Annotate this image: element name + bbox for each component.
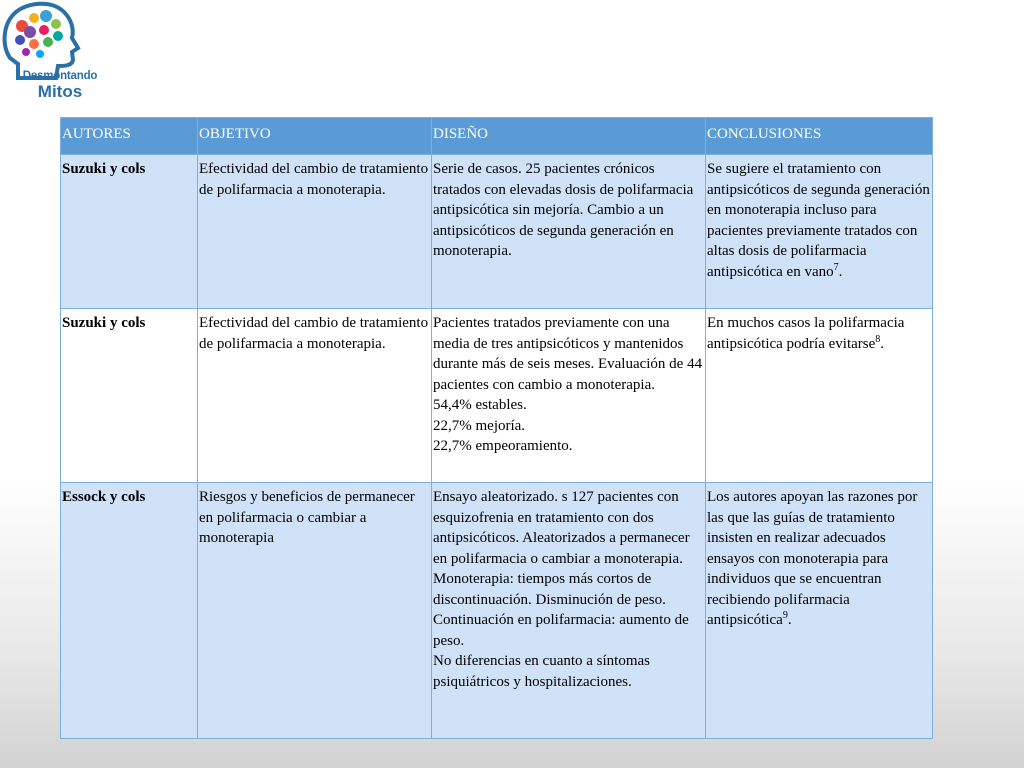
conclusion-end: . xyxy=(880,335,885,352)
conclusion-text: Se sugiere el tratamiento con antipsicóticos de segunda generación en monoterapia incluso para pacientes previamente tratados con altas dosis de polifarmacia antipsicótica en vano xyxy=(707,161,930,280)
diseno-line: 22,7% empeoramiento. xyxy=(433,438,573,454)
reference-number: 9 xyxy=(782,610,788,621)
diseno-line: Pacientes tratados previamente con una media de tres antipsicóticos y mantenidos durante más de seis meses. Evaluación de 44 pacientes con cambio a monoterapia. xyxy=(433,315,703,393)
studies-table xyxy=(60,117,933,739)
cell-conclusiones xyxy=(706,483,933,739)
logo-text-bottom: Mitos xyxy=(37,82,83,101)
conclusion-end: . xyxy=(787,612,792,628)
diseno-line: 22,7% mejoría. xyxy=(433,417,526,434)
cell-conclusiones xyxy=(706,155,933,309)
reference-number: 8 xyxy=(875,333,881,345)
table-row xyxy=(61,309,933,483)
header-autores: AUTORES xyxy=(61,118,198,155)
header-diseno: DISEÑO xyxy=(432,118,706,155)
logo xyxy=(0,0,116,104)
cell-autores: Suzuki y cols xyxy=(61,309,198,483)
cell-objetivo: Efectividad del cambio de tratamiento de polifarmacia a monoterapia. xyxy=(198,155,432,309)
cell-objetivo: Efectividad del cambio de tratamiento de polifarmacia a monoterapia. xyxy=(198,309,432,483)
diseno-line: Ensayo aleatorizado. s 127 pacientes con esquizofrenia en tratamiento con dos antipsicóticos. Aleatorizados a permanecer en polifarmacia o cambiar a monoterapia. Monoterapia: tiempos más cortos de discontinuación. Disminución de peso. Continuación en polifarmacia: aumento de peso. xyxy=(433,489,690,649)
logo-text-top: Desmontando xyxy=(22,70,98,82)
diseno-line: Serie de casos. 25 pacientes crónicos tratados con elevadas dosis de polifarmacia antipsicótica sin mejoría. Cambio a un antipsicóticos de segunda generación en monoterapia. xyxy=(433,161,694,259)
cell-diseno xyxy=(432,309,706,483)
conclusion-text: Los autores apoyan las razones por las que las guías de tratamiento insisten en realizar adecuados ensayos con monoterapia para individuos que se encuentran recibiendo polifarmacia antipsicótica xyxy=(707,489,918,628)
cell-conclusiones xyxy=(706,309,933,483)
header-conclusiones: CONCLUSIONES xyxy=(706,118,933,155)
table-row xyxy=(61,155,933,309)
cell-autores: Essock y cols xyxy=(61,483,198,739)
cell-diseno xyxy=(432,155,706,309)
cell-autores: Suzuki y cols xyxy=(61,155,198,309)
cell-objetivo: Riesgos y beneficios de permanecer en polifarmacia o cambiar a monoterapia xyxy=(198,483,432,739)
conclusion-text: En muchos casos la polifarmacia antipsicótica podría evitarse xyxy=(707,315,905,352)
conclusion-end: . xyxy=(838,263,843,280)
table-row xyxy=(61,483,933,739)
header-objetivo: OBJETIVO xyxy=(198,118,432,155)
cell-diseno xyxy=(432,483,706,739)
diseno-line: 54,4% estables. xyxy=(433,397,527,413)
table-header-row xyxy=(61,118,933,155)
diseno-line: No diferencias en cuanto a síntomas psiquiátricos y hospitalizaciones. xyxy=(433,653,651,690)
reference-number: 7 xyxy=(833,261,839,273)
